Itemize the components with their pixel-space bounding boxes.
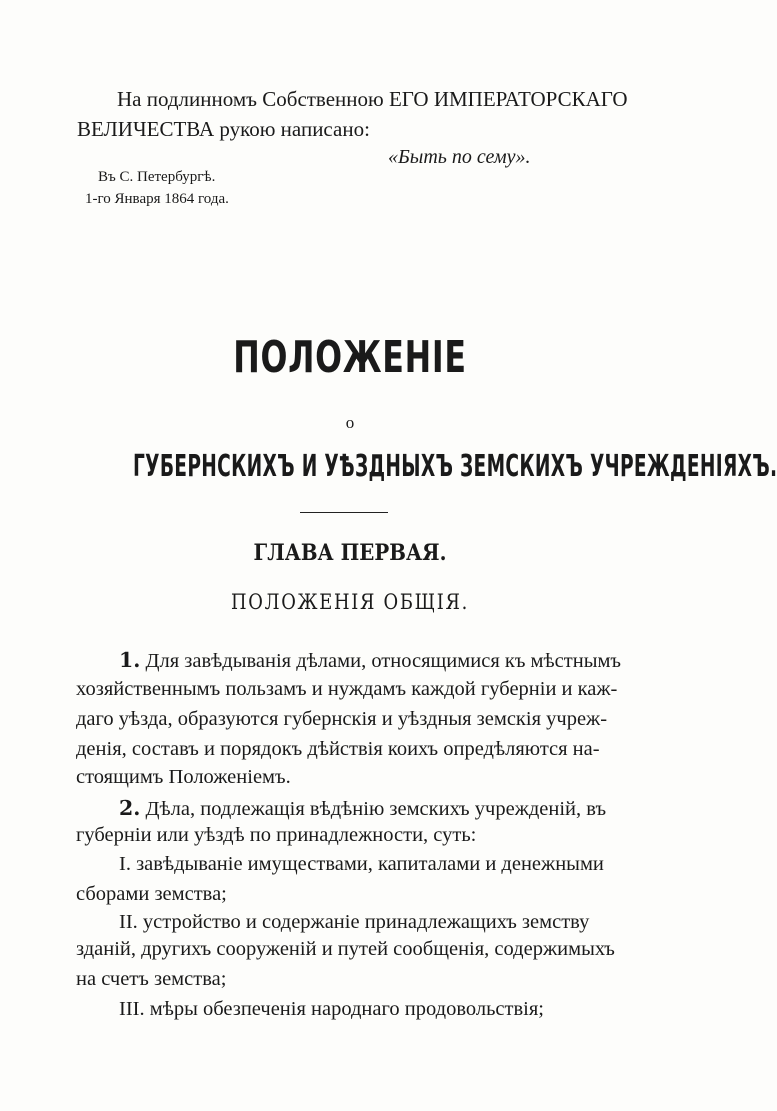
- item-2-line-1: II. устройство и содержаніе принадлежащихъ земству: [119, 911, 590, 933]
- approval-line-2: ВЕЛИЧЕСТВА рукою написано:: [77, 117, 370, 141]
- chapter-heading: ГЛАВА ПЕРВАЯ.: [253, 540, 447, 566]
- place-date: [85, 166, 229, 210]
- article-1-line-1: 1. Для завѣдыванія дѣлами, относящимися къ мѣстнымъ: [119, 648, 622, 672]
- divider-rule: [300, 512, 388, 513]
- article-1-line-5: стоящимъ Положеніемъ.: [76, 766, 291, 788]
- item-3-line-1: III. мѣры обезпеченія народнаго продовольствія;: [119, 998, 544, 1020]
- document-title: ПОЛОЖЕНІЕ: [233, 332, 467, 383]
- item-2-line-2: зданій, другихъ сооруженій и путей сообщенія, содержимыхъ: [76, 938, 615, 960]
- article-1-line-3: даго уѣзда, образуются губернскія и уѣздныя земскія учреж-: [76, 708, 608, 730]
- item-1-line-2: сборами земства;: [76, 883, 227, 905]
- item-1-line-1: I. завѣдываніе имуществами, капиталами и денежными: [119, 853, 604, 875]
- item-2-line-3: на счетъ земства;: [76, 968, 227, 990]
- article-1-line-2: хозяйственнымъ пользамъ и нуждамъ каждой губерніи и каж-: [76, 678, 618, 700]
- date: 1-го Января 1864 года.: [85, 191, 229, 207]
- article-1-line-4: денія, составъ и порядокъ дѣйствія коихъ опредѣляются на-: [76, 738, 600, 760]
- approval-note: [77, 84, 628, 144]
- chapter-subheading: ПОЛОЖЕНІЯ ОБЩІЯ.: [231, 590, 469, 614]
- approval-line-1: На подлинномъ Собственною ЕГО ИМПЕРАТОРСКАГО: [117, 87, 628, 111]
- article-1-number: 1.: [119, 648, 141, 672]
- title-conjunction: о: [345, 413, 355, 432]
- article-2-number: 2.: [119, 796, 141, 820]
- article-2-line-1: 2. Дѣла, подлежащія вѣдѣнію земскихъ учрежденій, въ: [119, 796, 607, 820]
- imperial-resolution: «Быть по сему».: [388, 146, 531, 168]
- document-subtitle: ГУБЕРНСКИХЪ И УѢЗДНЫХЪ ЗЕМСКИХЪ УЧРЕЖДЕНІЯХЪ.: [133, 449, 777, 484]
- article-2-line-2: губерніи или уѣздѣ по принадлежности, суть:: [76, 824, 477, 846]
- place: Въ С. Петербургѣ.: [98, 169, 216, 185]
